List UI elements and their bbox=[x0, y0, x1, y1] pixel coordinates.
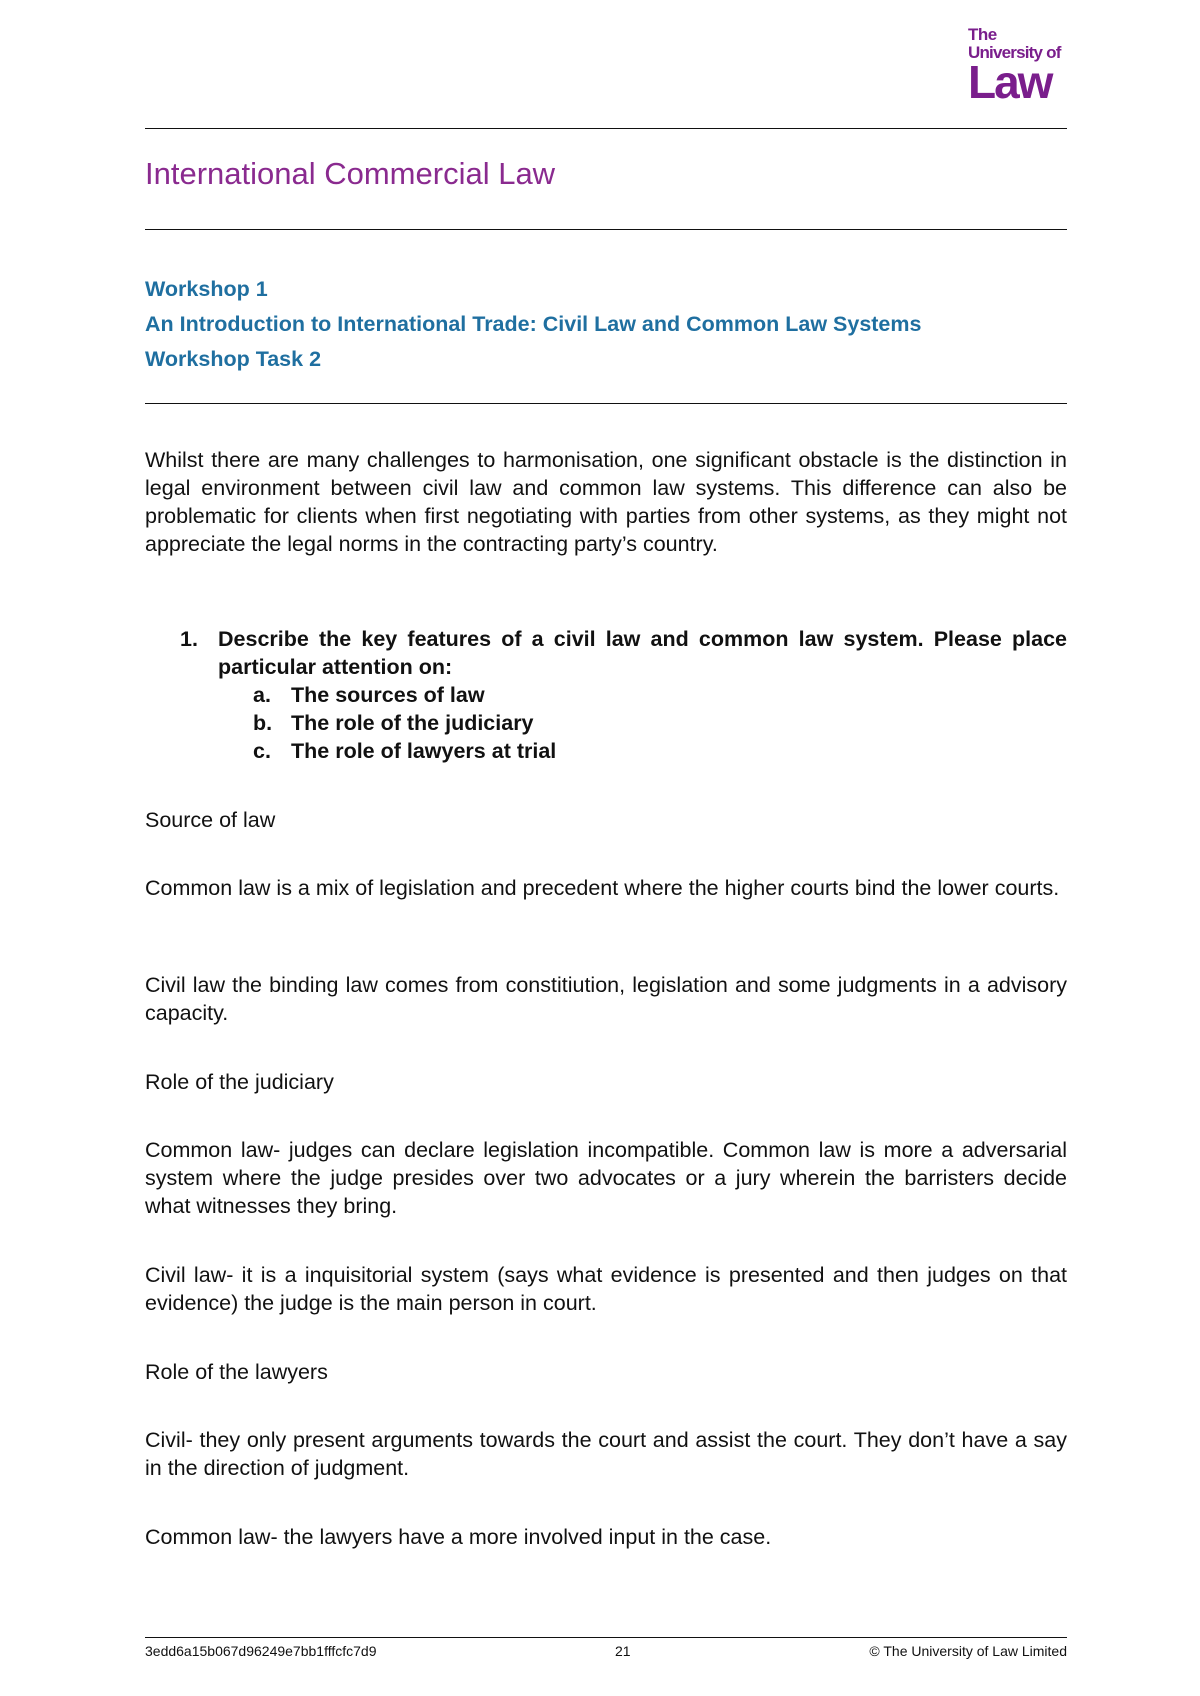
question-1 bbox=[145, 625, 1067, 681]
subitem-text: The role of lawyers at trial bbox=[291, 739, 557, 763]
question-number: 1. bbox=[180, 627, 198, 651]
workshop-task: Workshop Task 2 bbox=[145, 347, 322, 371]
workshop-heading-block bbox=[145, 272, 921, 377]
paragraph-civil-law-sources: Civil law the binding law comes from constitiution, legislation and some judgments in a advisory capacity. bbox=[145, 973, 1067, 1025]
question-subitem bbox=[145, 737, 1067, 765]
subitem-letter: a. bbox=[253, 683, 271, 707]
logo-line-law: Law bbox=[968, 56, 1052, 108]
workshop-topic: An Introduction to International Trade: Civil Law and Common Law Systems bbox=[145, 312, 922, 336]
question-subitem bbox=[145, 709, 1067, 737]
paragraph-civil-law-judiciary: Civil law- it is a inquisitorial system (says what evidence is presented and then judges on that evidence) the judge is the main person in court. bbox=[145, 1263, 1067, 1315]
workshop-number: Workshop 1 bbox=[145, 277, 268, 301]
subitem-text: The sources of law bbox=[291, 683, 485, 707]
subitem-text: The role of the judiciary bbox=[291, 711, 534, 735]
logo-line-the: The bbox=[968, 25, 997, 44]
subitem-letter: b. bbox=[253, 711, 273, 735]
university-of-law-logo bbox=[968, 25, 1068, 108]
logo-line-university: University of bbox=[968, 43, 1061, 62]
header-rule-middle bbox=[145, 229, 1067, 230]
question-subitem bbox=[145, 681, 1067, 709]
intro-paragraph: Whilst there are many challenges to harmonisation, one significant obstacle is the distinction in legal environment between civil law and common law systems. This difference can also be problematic for clients when first negotiating with parties from other systems, as they might not appreciate the legal norms in the contracting party’s country. bbox=[145, 448, 1067, 556]
document-title: International Commercial Law bbox=[145, 156, 556, 191]
footer-document-id: 3edd6a15b067d96249e7bb1fffcfc7d9 bbox=[145, 1643, 377, 1659]
footer-rule bbox=[145, 1637, 1067, 1638]
paragraph-civil-lawyers: Civil- they only present arguments towards the court and assist the court. They don’t have a say in the direction of judgment. bbox=[145, 1428, 1067, 1480]
footer-copyright: © The University of Law Limited bbox=[869, 1643, 1067, 1659]
paragraph-common-law-judiciary: Common law- judges can declare legislation incompatible. Common law is more a adversarial system where the judge presides over two advocates or a jury wherein the barristers decide what witnesses they bring. bbox=[145, 1138, 1067, 1218]
paragraph-common-law-sources: Common law is a mix of legislation and precedent where the higher courts bind the lower courts. bbox=[145, 876, 1060, 900]
paragraph-common-law-lawyers: Common law- the lawyers have a more involved input in the case. bbox=[145, 1525, 772, 1549]
subitem-letter: c. bbox=[253, 739, 271, 763]
heading-source-of-law: Source of law bbox=[145, 808, 276, 832]
heading-role-of-lawyers: Role of the lawyers bbox=[145, 1360, 328, 1384]
footer-page-number: 21 bbox=[615, 1643, 631, 1659]
header-rule-bottom bbox=[145, 403, 1067, 404]
header-rule-top bbox=[145, 128, 1067, 129]
heading-role-of-judiciary: Role of the judiciary bbox=[145, 1070, 334, 1094]
question-text: Describe the key features of a civil law and common law system. Please place particular attention on: bbox=[218, 627, 1067, 679]
question-block bbox=[145, 625, 1067, 765]
